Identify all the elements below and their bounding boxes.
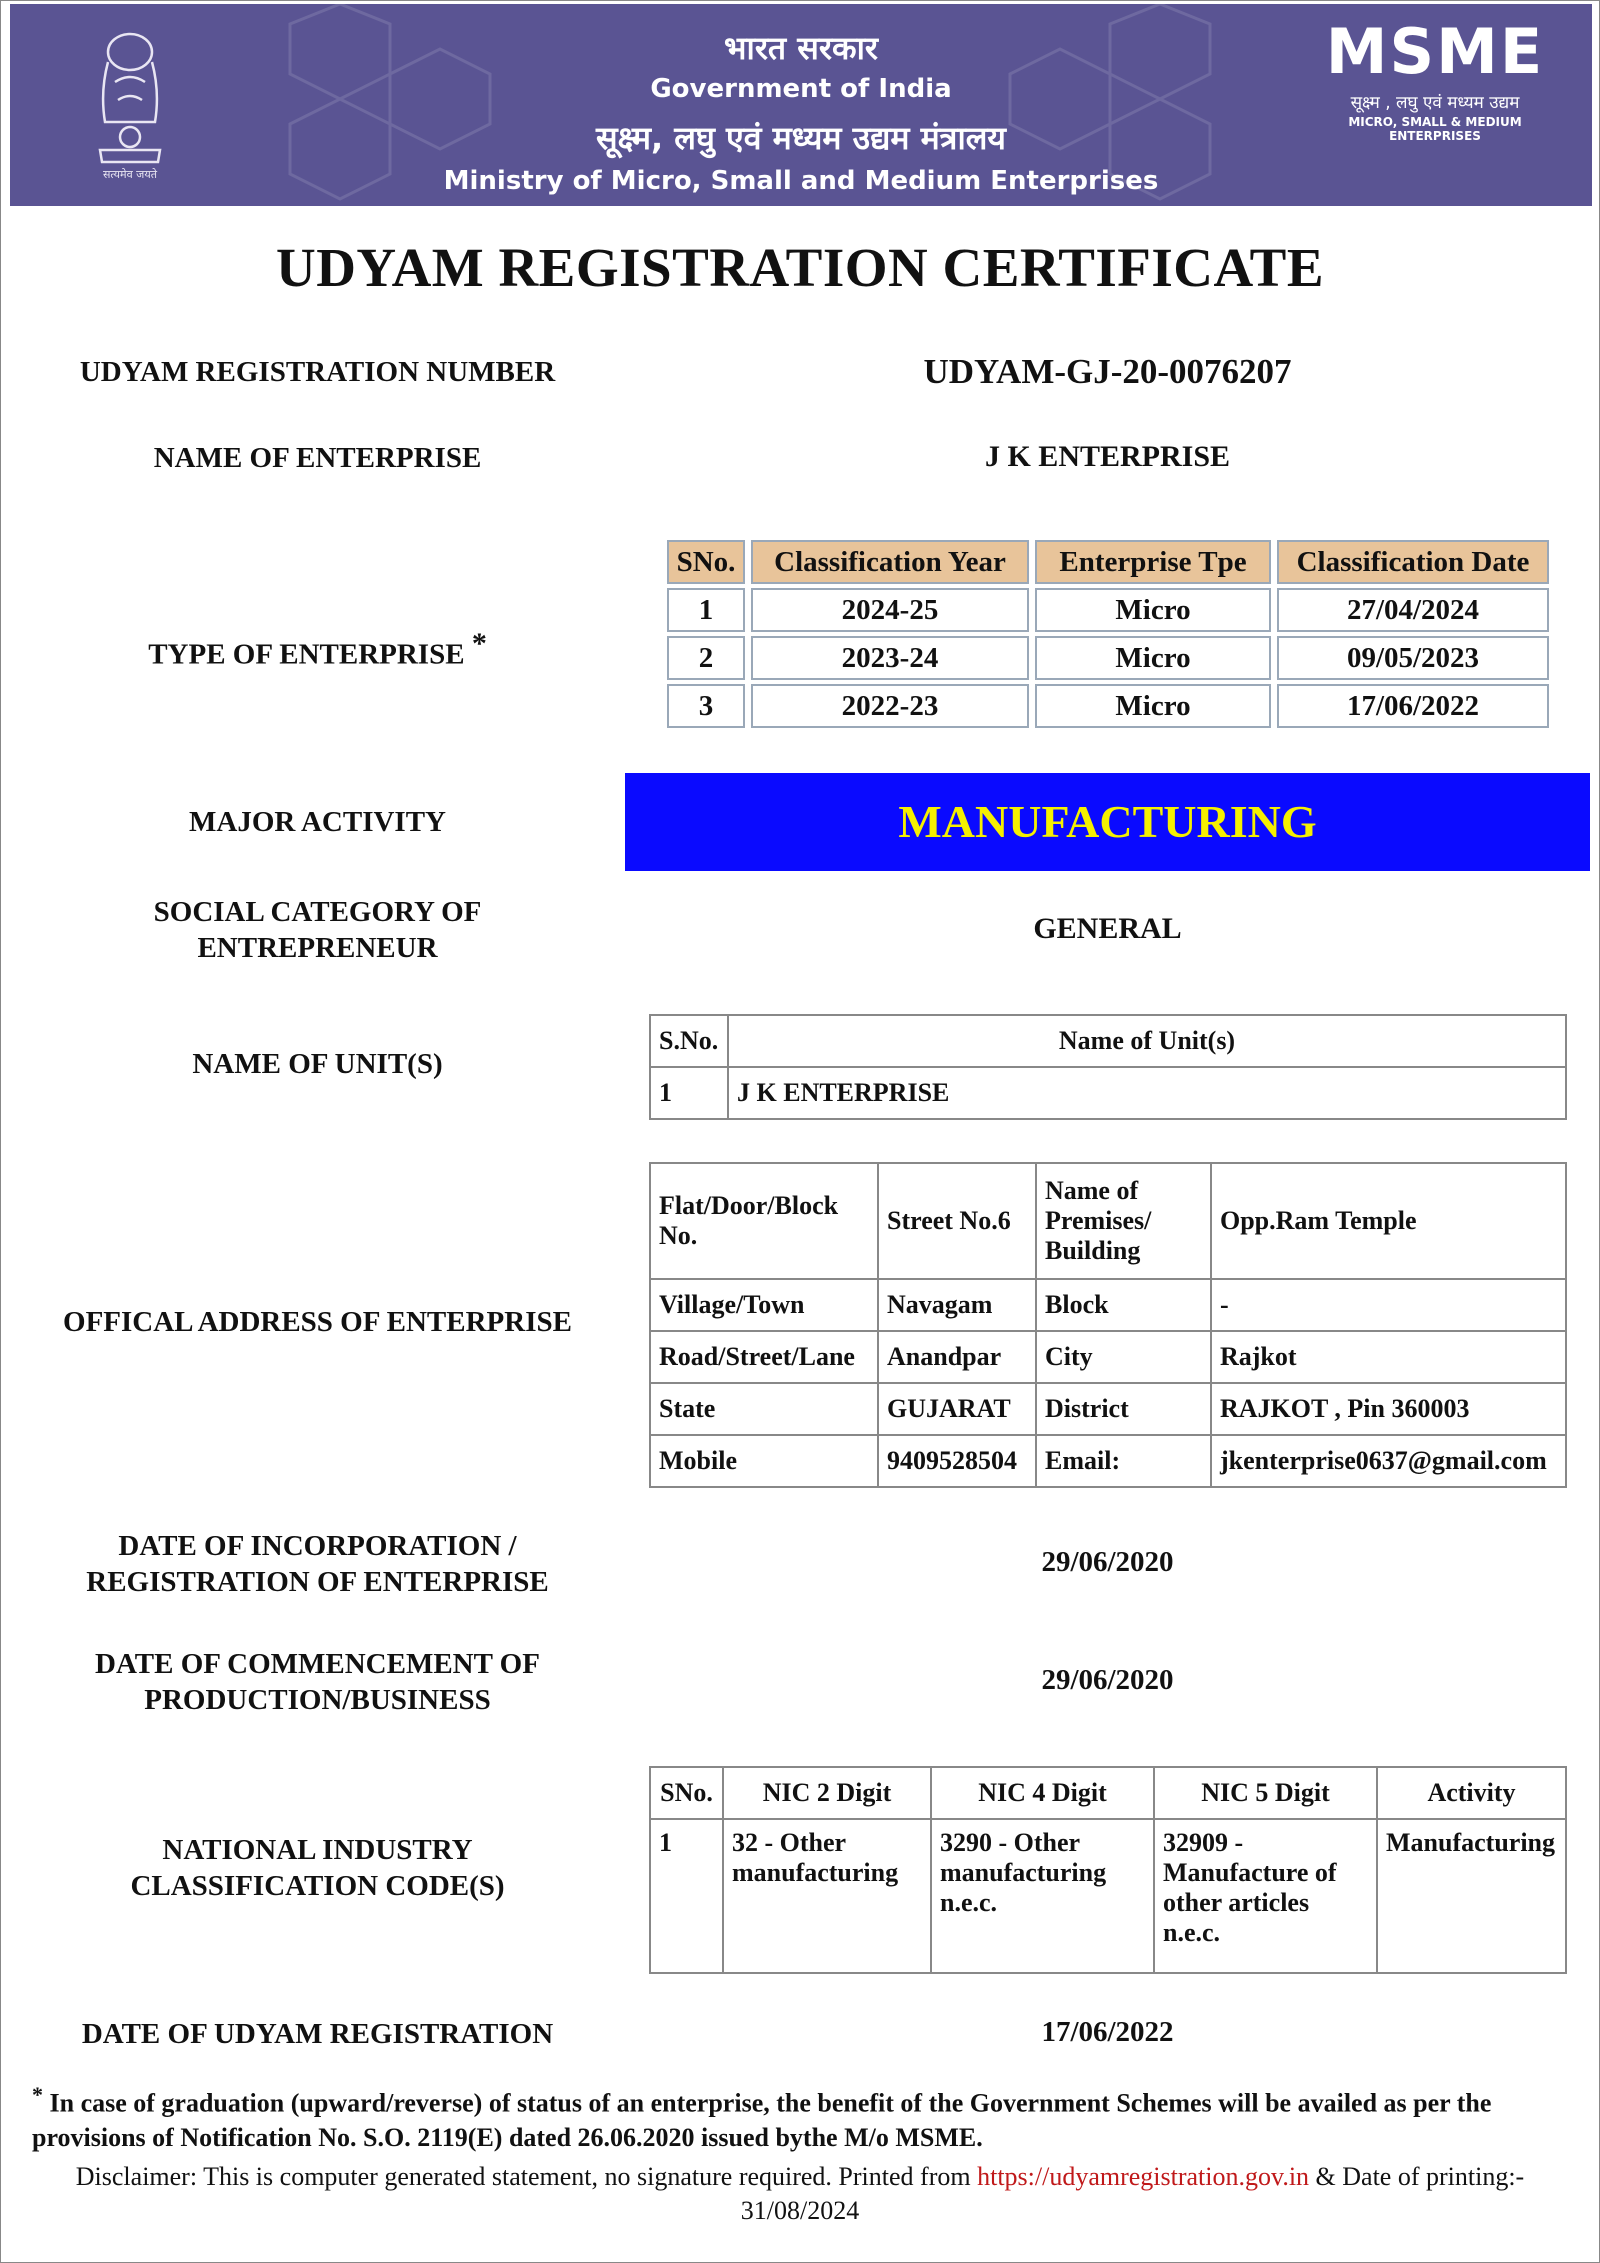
hindi-government-title: भारत सरकार	[724, 29, 878, 67]
commencement-label	[20, 1646, 615, 1718]
table-cell: Email:	[1036, 1435, 1211, 1487]
major-activity-label: MAJOR ACTIVITY	[189, 806, 446, 838]
hindi-ministry-title: सूक्ष्म, लघु एवं मध्यम उद्यम मंत्रालय	[595, 119, 1006, 157]
column-header: NIC 4 Digit	[931, 1767, 1154, 1819]
table-cell: District	[1036, 1383, 1211, 1435]
disclaimer-suffix: & Date of printing:- 31/08/2024	[740, 2162, 1525, 2225]
header-banner	[10, 4, 1592, 206]
emblem-motto: सत्यमेव जयते	[102, 168, 158, 181]
units-table	[649, 1014, 1567, 1120]
column-header: Enterprise Tpe	[1035, 540, 1271, 584]
table-cell: 27/04/2024	[1277, 588, 1549, 632]
table-row	[650, 1383, 1566, 1435]
column-header: Activity	[1377, 1767, 1566, 1819]
table-cell: J K ENTERPRISE	[728, 1067, 1566, 1119]
table-cell: 09/05/2023	[1277, 636, 1549, 680]
udyam-date-label: DATE OF UDYAM REGISTRATION	[81, 2018, 554, 2050]
footnote	[32, 2078, 1572, 2155]
table-cell: 17/06/2022	[1277, 684, 1549, 728]
table-cell: Micro	[1035, 588, 1271, 632]
table-cell: Navagam	[878, 1279, 1036, 1331]
table-cell: Rajkot	[1211, 1331, 1566, 1383]
incorporation-label	[20, 1528, 615, 1600]
table-row	[650, 1819, 1566, 1973]
msme-hindi-text: सूक्ष्म , लघु एवं मध्यम उद्यम	[1350, 93, 1520, 113]
major-activity-value: MANUFACTURING	[625, 773, 1590, 871]
table-cell: Road/Street/Lane	[650, 1331, 878, 1383]
msme-logo	[1310, 15, 1560, 143]
footnote-star: *	[32, 2082, 43, 2107]
enterprise-name-label: NAME OF ENTERPRISE	[153, 442, 482, 474]
type-label-text: TYPE OF ENTERPRISE	[148, 638, 465, 671]
table-cell: Opp.Ram Temple	[1211, 1163, 1566, 1279]
column-header: Classification Date	[1277, 540, 1549, 584]
msme-logo-text: MSME	[1325, 15, 1545, 88]
commencement-label-line1: DATE OF COMMENCEMENT OF	[95, 1648, 540, 1680]
nic-label	[20, 1832, 615, 1904]
address-label: OFFICAL ADDRESS OF ENTERPRISE	[63, 1306, 572, 1338]
incorporation-label-line1: DATE OF INCORPORATION /	[118, 1530, 517, 1562]
type-label-star: *	[471, 627, 487, 660]
table-cell: 1	[650, 1819, 723, 1973]
incorporation-date-value: 29/06/2020	[1041, 1546, 1174, 1578]
table-row	[667, 636, 1549, 680]
table-cell: 1	[650, 1067, 728, 1119]
table-cell: 32 - Other manufacturing	[723, 1819, 931, 1973]
commencement-date-value: 29/06/2020	[1041, 1664, 1174, 1696]
social-category-label-line2: ENTREPRENEUR	[197, 932, 438, 964]
table-cell: 2	[667, 636, 745, 680]
nic-label-line2: CLASSIFICATION CODE(S)	[130, 1870, 505, 1902]
certificate-title: UDYAM REGISTRATION CERTIFICATE	[275, 237, 1325, 298]
address-table	[649, 1162, 1567, 1488]
commencement-label-line2: PRODUCTION/BUSINESS	[144, 1684, 491, 1716]
reg-number-value: UDYAM-GJ-20-0076207	[923, 352, 1292, 391]
table-row	[650, 1435, 1566, 1487]
column-header: NIC 5 Digit	[1154, 1767, 1377, 1819]
msme-full-text: MICRO, SMALL & MEDIUM ENTERPRISES	[1348, 115, 1522, 143]
udyam-website-link[interactable]: https://udyamregistration.gov.in	[977, 2162, 1310, 2191]
classification-table	[661, 536, 1555, 732]
table-cell: Flat/Door/Block No.	[650, 1163, 878, 1279]
nic-table	[649, 1766, 1567, 1974]
table-cell: 9409528504	[878, 1435, 1036, 1487]
column-header: S.No.	[650, 1015, 728, 1067]
table-cell: Micro	[1035, 636, 1271, 680]
enterprise-name-value: J K ENTERPRISE	[984, 440, 1231, 473]
table-row	[650, 1163, 1566, 1279]
table-cell: Block	[1036, 1279, 1211, 1331]
table-cell: City	[1036, 1331, 1211, 1383]
column-header: NIC 2 Digit	[723, 1767, 931, 1819]
column-header: SNo.	[650, 1767, 723, 1819]
table-row	[650, 1331, 1566, 1383]
reg-number-label: UDYAM REGISTRATION NUMBER	[79, 356, 556, 388]
table-cell: Street No.6	[878, 1163, 1036, 1279]
table-cell: 1	[667, 588, 745, 632]
nic-label-line1: NATIONAL INDUSTRY	[162, 1834, 473, 1866]
table-row	[650, 1067, 1566, 1119]
table-row	[667, 684, 1549, 728]
table-header-row	[650, 1767, 1566, 1819]
table-cell: Manufacturing	[1377, 1819, 1566, 1973]
table-cell: Name of Premises/ Building	[1036, 1163, 1211, 1279]
column-header: Name of Unit(s)	[728, 1015, 1566, 1067]
table-cell: Village/Town	[650, 1279, 878, 1331]
table-header-row	[667, 540, 1549, 584]
government-title: Government of India	[650, 74, 952, 104]
table-cell: 2023-24	[751, 636, 1029, 680]
udyam-date-value: 17/06/2022	[1041, 2016, 1174, 2048]
social-category-value: GENERAL	[1033, 912, 1182, 945]
table-cell: 32909 - Manufacture of other articles n.e.c.	[1154, 1819, 1377, 1973]
disclaimer-prefix: Disclaimer: This is computer generated statement, no signature required. Printed from	[75, 2162, 978, 2191]
table-cell: RAJKOT , Pin 360003	[1211, 1383, 1566, 1435]
table-cell: 2022-23	[751, 684, 1029, 728]
social-category-label-line1: SOCIAL CATEGORY OF	[153, 896, 482, 928]
table-cell: -	[1211, 1279, 1566, 1331]
column-header: Classification Year	[751, 540, 1029, 584]
table-cell: Mobile	[650, 1435, 878, 1487]
column-header: SNo.	[667, 540, 745, 584]
table-row	[667, 588, 1549, 632]
table-cell: Micro	[1035, 684, 1271, 728]
social-category-label	[20, 894, 615, 966]
table-cell: Anandpar	[878, 1331, 1036, 1383]
email-cell: jkenterprise0637@gmail.com	[1211, 1435, 1566, 1487]
table-row	[650, 1279, 1566, 1331]
units-label: NAME OF UNIT(S)	[192, 1048, 443, 1080]
table-cell: 3	[667, 684, 745, 728]
footnote-text: In case of graduation (upward/reverse) of status of an enterprise, the benefit of the Government Schemes will be availed as per the provisions of Notification No. S.O. 2119(E) dated 26.06.2020 issued bythe M/o MSME.	[32, 2088, 1492, 2152]
ministry-title: Ministry of Micro, Small and Medium Enterprises	[443, 166, 1159, 196]
type-of-enterprise-label	[20, 626, 615, 673]
table-cell: 2024-25	[751, 588, 1029, 632]
disclaimer	[30, 2160, 1570, 2228]
table-cell: State	[650, 1383, 878, 1435]
table-header-row	[650, 1015, 1566, 1067]
incorporation-label-line2: REGISTRATION OF ENTERPRISE	[86, 1566, 549, 1598]
table-cell: 3290 - Other manufacturing n.e.c.	[931, 1819, 1154, 1973]
table-cell: GUJARAT	[878, 1383, 1036, 1435]
